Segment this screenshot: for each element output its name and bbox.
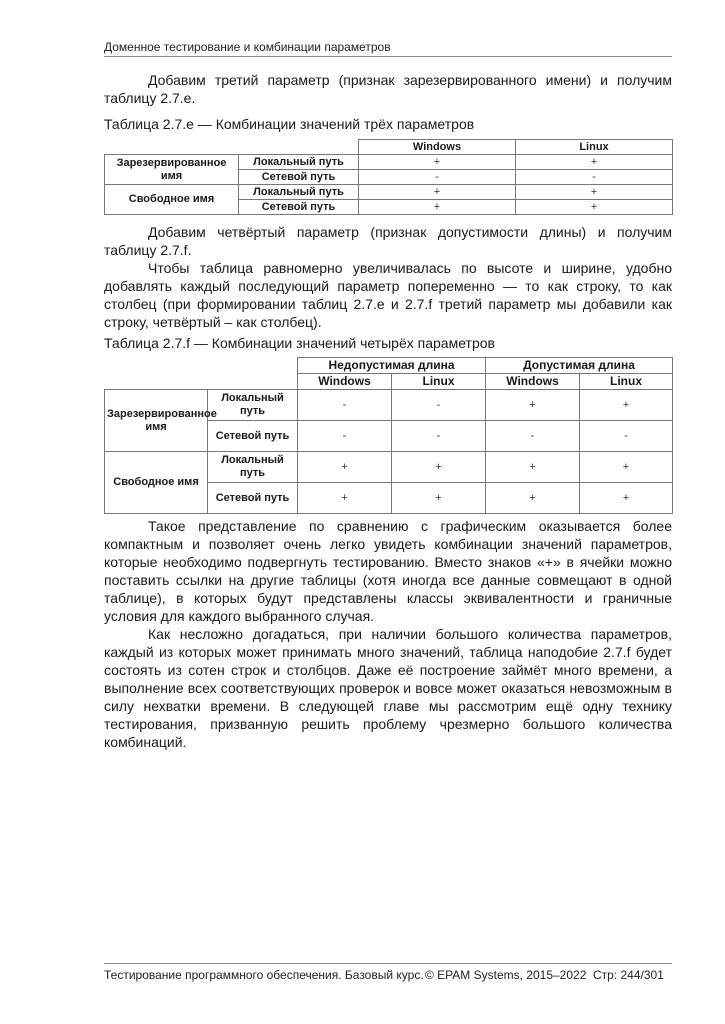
table-f-cell: + bbox=[392, 452, 486, 483]
table-f-col-header: Linux bbox=[392, 374, 486, 390]
paragraph-4: Такое представление по сравнению с графическим оказывается более компактным и позволяет очень легко увидеть комбинации значений параметров, которые необходимо подвергнуть тестированию. Вместо знаков «+» в ячейки можно поставить ссылки на другие таблицы (хотя иногда все данные совмещают в одной таблице), в которых будут представлены классы эквивалентности и граничные условия для каждого выбранного случая. bbox=[104, 518, 672, 624]
table-f-cell: + bbox=[486, 483, 580, 514]
table-e-row-label: Сетевой путь bbox=[239, 170, 359, 185]
table-f-cell: - bbox=[486, 421, 580, 452]
paragraph-1: Добавим третий параметр (признак зарезервированного имени) и получим таблицу 2.7.e. bbox=[104, 72, 672, 106]
table-e-cell: + bbox=[359, 200, 516, 215]
table-row bbox=[105, 390, 673, 421]
table-f-cell: + bbox=[580, 390, 673, 421]
table-f-cell: + bbox=[298, 452, 392, 483]
table-f-row-label: Локальный путь bbox=[208, 390, 298, 421]
table-e-corner bbox=[105, 140, 359, 155]
table-e-group-label: Свободное имя bbox=[105, 185, 239, 215]
table-e-cell: - bbox=[516, 170, 673, 185]
intro-text bbox=[104, 71, 672, 107]
footer-page-number: Стр: 244/301 bbox=[593, 968, 664, 982]
table-f-caption: Таблица 2.7.f — Комбинации значений четырёх параметров bbox=[104, 335, 495, 351]
paragraph-2: Добавим четвёртый параметр (признак допустимости длины) и получим таблицу 2.7.f. bbox=[104, 224, 672, 258]
table-e-row-label: Локальный путь bbox=[239, 185, 359, 200]
table-f-cell: - bbox=[392, 421, 486, 452]
closing-text bbox=[104, 517, 672, 751]
table-row bbox=[105, 185, 673, 200]
footer-divider bbox=[104, 963, 672, 964]
paragraph-3: Чтобы таблица равномерно увеличивалась по высоте и ширине, удобно добавлять каждый последующий параметр попеременно — то как строку, то как столбец (при формировании таблиц 2.7.e и 2.7.f третий параметр мы добавили как строку, четвёртый – как столбец). bbox=[104, 260, 672, 330]
table-e-row-label: Сетевой путь bbox=[239, 200, 359, 215]
table-f-group-label: Зарезервированное имя bbox=[105, 390, 208, 452]
table-row bbox=[105, 452, 673, 483]
table-f-cell: - bbox=[298, 421, 392, 452]
table-e-col-header: Linux bbox=[516, 140, 673, 155]
table-e-cell: + bbox=[516, 155, 673, 170]
table-f-col-header: Windows bbox=[298, 374, 392, 390]
footer-copyright: © EPAM Systems, 2015–2022 bbox=[425, 968, 587, 982]
table-f-cell: - bbox=[580, 421, 673, 452]
table-f-cell: + bbox=[580, 452, 673, 483]
table-e-caption: Таблица 2.7.e — Комбинации значений трёх параметров bbox=[104, 116, 475, 132]
table-e-group-label: Зарезервированное имя bbox=[105, 155, 239, 185]
table-e-cell: + bbox=[516, 185, 673, 200]
table-f-col-group-header: Допустимая длина bbox=[486, 358, 673, 374]
table-e-cell: + bbox=[516, 200, 673, 215]
table-f-row-label: Сетевой путь bbox=[208, 483, 298, 514]
table-f-col-header: Windows bbox=[486, 374, 580, 390]
table-e bbox=[104, 139, 673, 215]
table-f-cell: - bbox=[298, 390, 392, 421]
table-f-group-label: Свободное имя bbox=[105, 452, 208, 514]
table-e-cell: + bbox=[359, 185, 516, 200]
table-f-col-group-header: Недопустимая длина bbox=[298, 358, 486, 374]
table-f-row-label: Локальный путь bbox=[208, 452, 298, 483]
table-f-cell: + bbox=[392, 483, 486, 514]
table-f-cell: + bbox=[580, 483, 673, 514]
table-f-cell: - bbox=[392, 390, 486, 421]
table-f-row-label: Сетевой путь bbox=[208, 421, 298, 452]
header-divider bbox=[104, 56, 672, 57]
table-row bbox=[105, 155, 673, 170]
table-e-cell: - bbox=[359, 170, 516, 185]
table-f bbox=[104, 357, 673, 514]
table-e-cell: + bbox=[359, 155, 516, 170]
table-e-col-header: Windows bbox=[359, 140, 516, 155]
footer-book-title: Тестирование программного обеспечения. Базовый курс. bbox=[104, 968, 424, 982]
table-f-cell: + bbox=[486, 390, 580, 421]
table-f-col-header: Linux bbox=[580, 374, 673, 390]
table-f-cell: + bbox=[486, 452, 580, 483]
middle-text bbox=[104, 223, 672, 331]
table-e-row-label: Локальный путь bbox=[239, 155, 359, 170]
table-f-cell: + bbox=[298, 483, 392, 514]
table-f-corner bbox=[105, 358, 298, 390]
running-header: Доменное тестирование и комбинации параметров bbox=[104, 40, 391, 54]
paragraph-5: Как несложно догадаться, при наличии большого количества параметров, каждый из которых может принимать много значений, таблица наподобие 2.7.f будет состоять из сотен строк и столбцов. Даже её построение займёт много времени, а выполнение всех соответствующих проверок и вовсе может оказаться невозможным в силу нехватки времени. В следующей главе мы рассмотрим ещё одну технику тестирования, призванную решить проблему чрезмерно большого количества комбинаций. bbox=[104, 626, 672, 750]
